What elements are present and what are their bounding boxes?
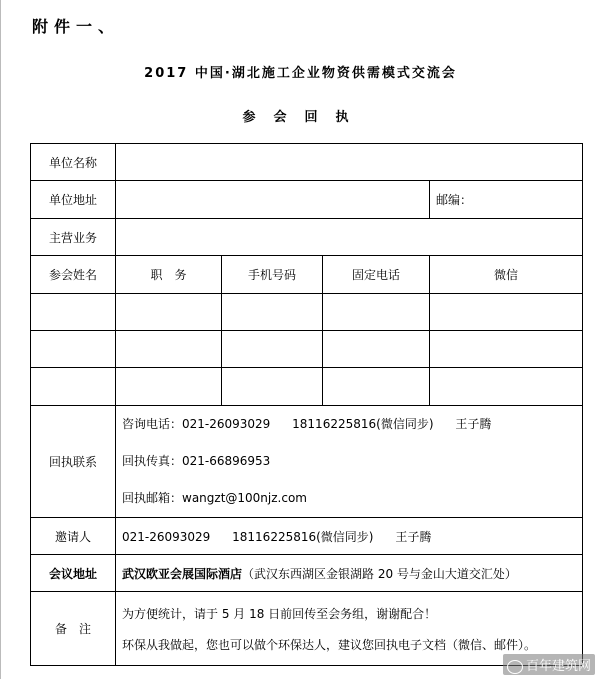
consult-person: 王子腾: [455, 417, 492, 431]
watermark: [503, 654, 595, 675]
attendee-mobile-cell[interactable]: [222, 331, 323, 368]
reply-email-line: 回执邮箱：wangzt@100njz.com: [122, 491, 307, 505]
venue-detail: （武汉东西湖区金银湖路 20 号与金山大道交汇处）: [242, 566, 517, 581]
venue-label: 会议地址: [31, 555, 116, 592]
attendee-mobile-cell[interactable]: [222, 368, 323, 406]
consult-mobile: 18116225816(微信同步): [292, 417, 434, 431]
reply-fax-line: 回执传真：021-66896953: [122, 454, 271, 468]
attendee-mobile-cell[interactable]: [222, 294, 323, 331]
row-reply-contact: [31, 406, 583, 518]
company-address-label: 单位地址: [31, 181, 116, 219]
main-business-field[interactable]: [116, 219, 583, 256]
postcode-field[interactable]: [430, 181, 583, 219]
inviter-person: 王子腾: [395, 529, 432, 544]
wechat-header: 微信: [430, 256, 583, 294]
document-subtitle: 参会回执: [242, 110, 367, 125]
company-address-field[interactable]: [116, 181, 430, 219]
attendee-landline-cell[interactable]: [323, 368, 430, 406]
row-company-name: [31, 144, 583, 181]
reply-contact-label: 回执联系: [31, 406, 116, 518]
row-remarks: [31, 592, 583, 666]
attendee-wechat-cell[interactable]: [430, 331, 583, 368]
attendee-position-cell[interactable]: [116, 368, 222, 406]
consult-phone: 咨询电话：021-26093029: [122, 417, 271, 431]
row-inviter: [31, 518, 583, 555]
remark-line-1: 为方便统计，请于 5 月 18 日前回传至会务组，谢谢配合！: [122, 606, 437, 621]
attendee-name-label: 参会姓名: [31, 256, 116, 294]
remarks-label: 备 注: [31, 592, 116, 666]
inviter-label: 邀请人: [31, 518, 116, 555]
attendee-wechat-cell[interactable]: [430, 294, 583, 331]
row-main-business: [31, 219, 583, 256]
attendee-landline-cell[interactable]: [323, 331, 430, 368]
postcode-label: 邮编：: [436, 193, 473, 207]
inviter-phone: 021-26093029: [122, 529, 211, 544]
document-title: 2017 中国·湖北施工企业物资供需模式交流会: [144, 66, 457, 81]
attendee-row: [31, 331, 583, 368]
page-edge-line: [0, 0, 1, 679]
company-name-field[interactable]: [116, 144, 583, 181]
remark-line-2: 环保从我做起，您也可以做个环保达人，建议您回执电子文档（微信、邮件）。: [122, 637, 537, 652]
main-business-label: 主营业务: [31, 219, 116, 256]
reply-contact-info: [116, 406, 583, 518]
attendee-name-cell[interactable]: [31, 294, 116, 331]
inviter-mobile: 18116225816(微信同步): [232, 529, 374, 544]
venue-name: 武汉欧亚会展国际酒店: [122, 566, 243, 581]
attendee-landline-cell[interactable]: [323, 294, 430, 331]
attendee-name-cell[interactable]: [31, 368, 116, 406]
consult-phone-line: [122, 406, 582, 443]
position-header: 职 务: [116, 256, 222, 294]
attendee-row: [31, 368, 583, 406]
attendee-row: [31, 294, 583, 331]
mobile-header: 手机号码: [222, 256, 323, 294]
wechat-logo-icon: [507, 660, 523, 674]
attendee-wechat-cell[interactable]: [430, 368, 583, 406]
attendee-position-cell[interactable]: [116, 294, 222, 331]
watermark-text: 百年建筑网: [525, 659, 591, 674]
row-venue: [31, 555, 583, 592]
landline-header: 固定电话: [323, 256, 430, 294]
company-name-label: 单位名称: [31, 144, 116, 181]
registration-form-table: [30, 143, 583, 666]
inviter-info: [116, 518, 583, 555]
row-attendee-header: [31, 256, 583, 294]
attachment-label: 附件一、: [32, 17, 121, 36]
attendee-name-cell[interactable]: [31, 331, 116, 368]
attendee-position-cell[interactable]: [116, 331, 222, 368]
venue-info: [116, 555, 583, 592]
row-company-address: [31, 181, 583, 219]
